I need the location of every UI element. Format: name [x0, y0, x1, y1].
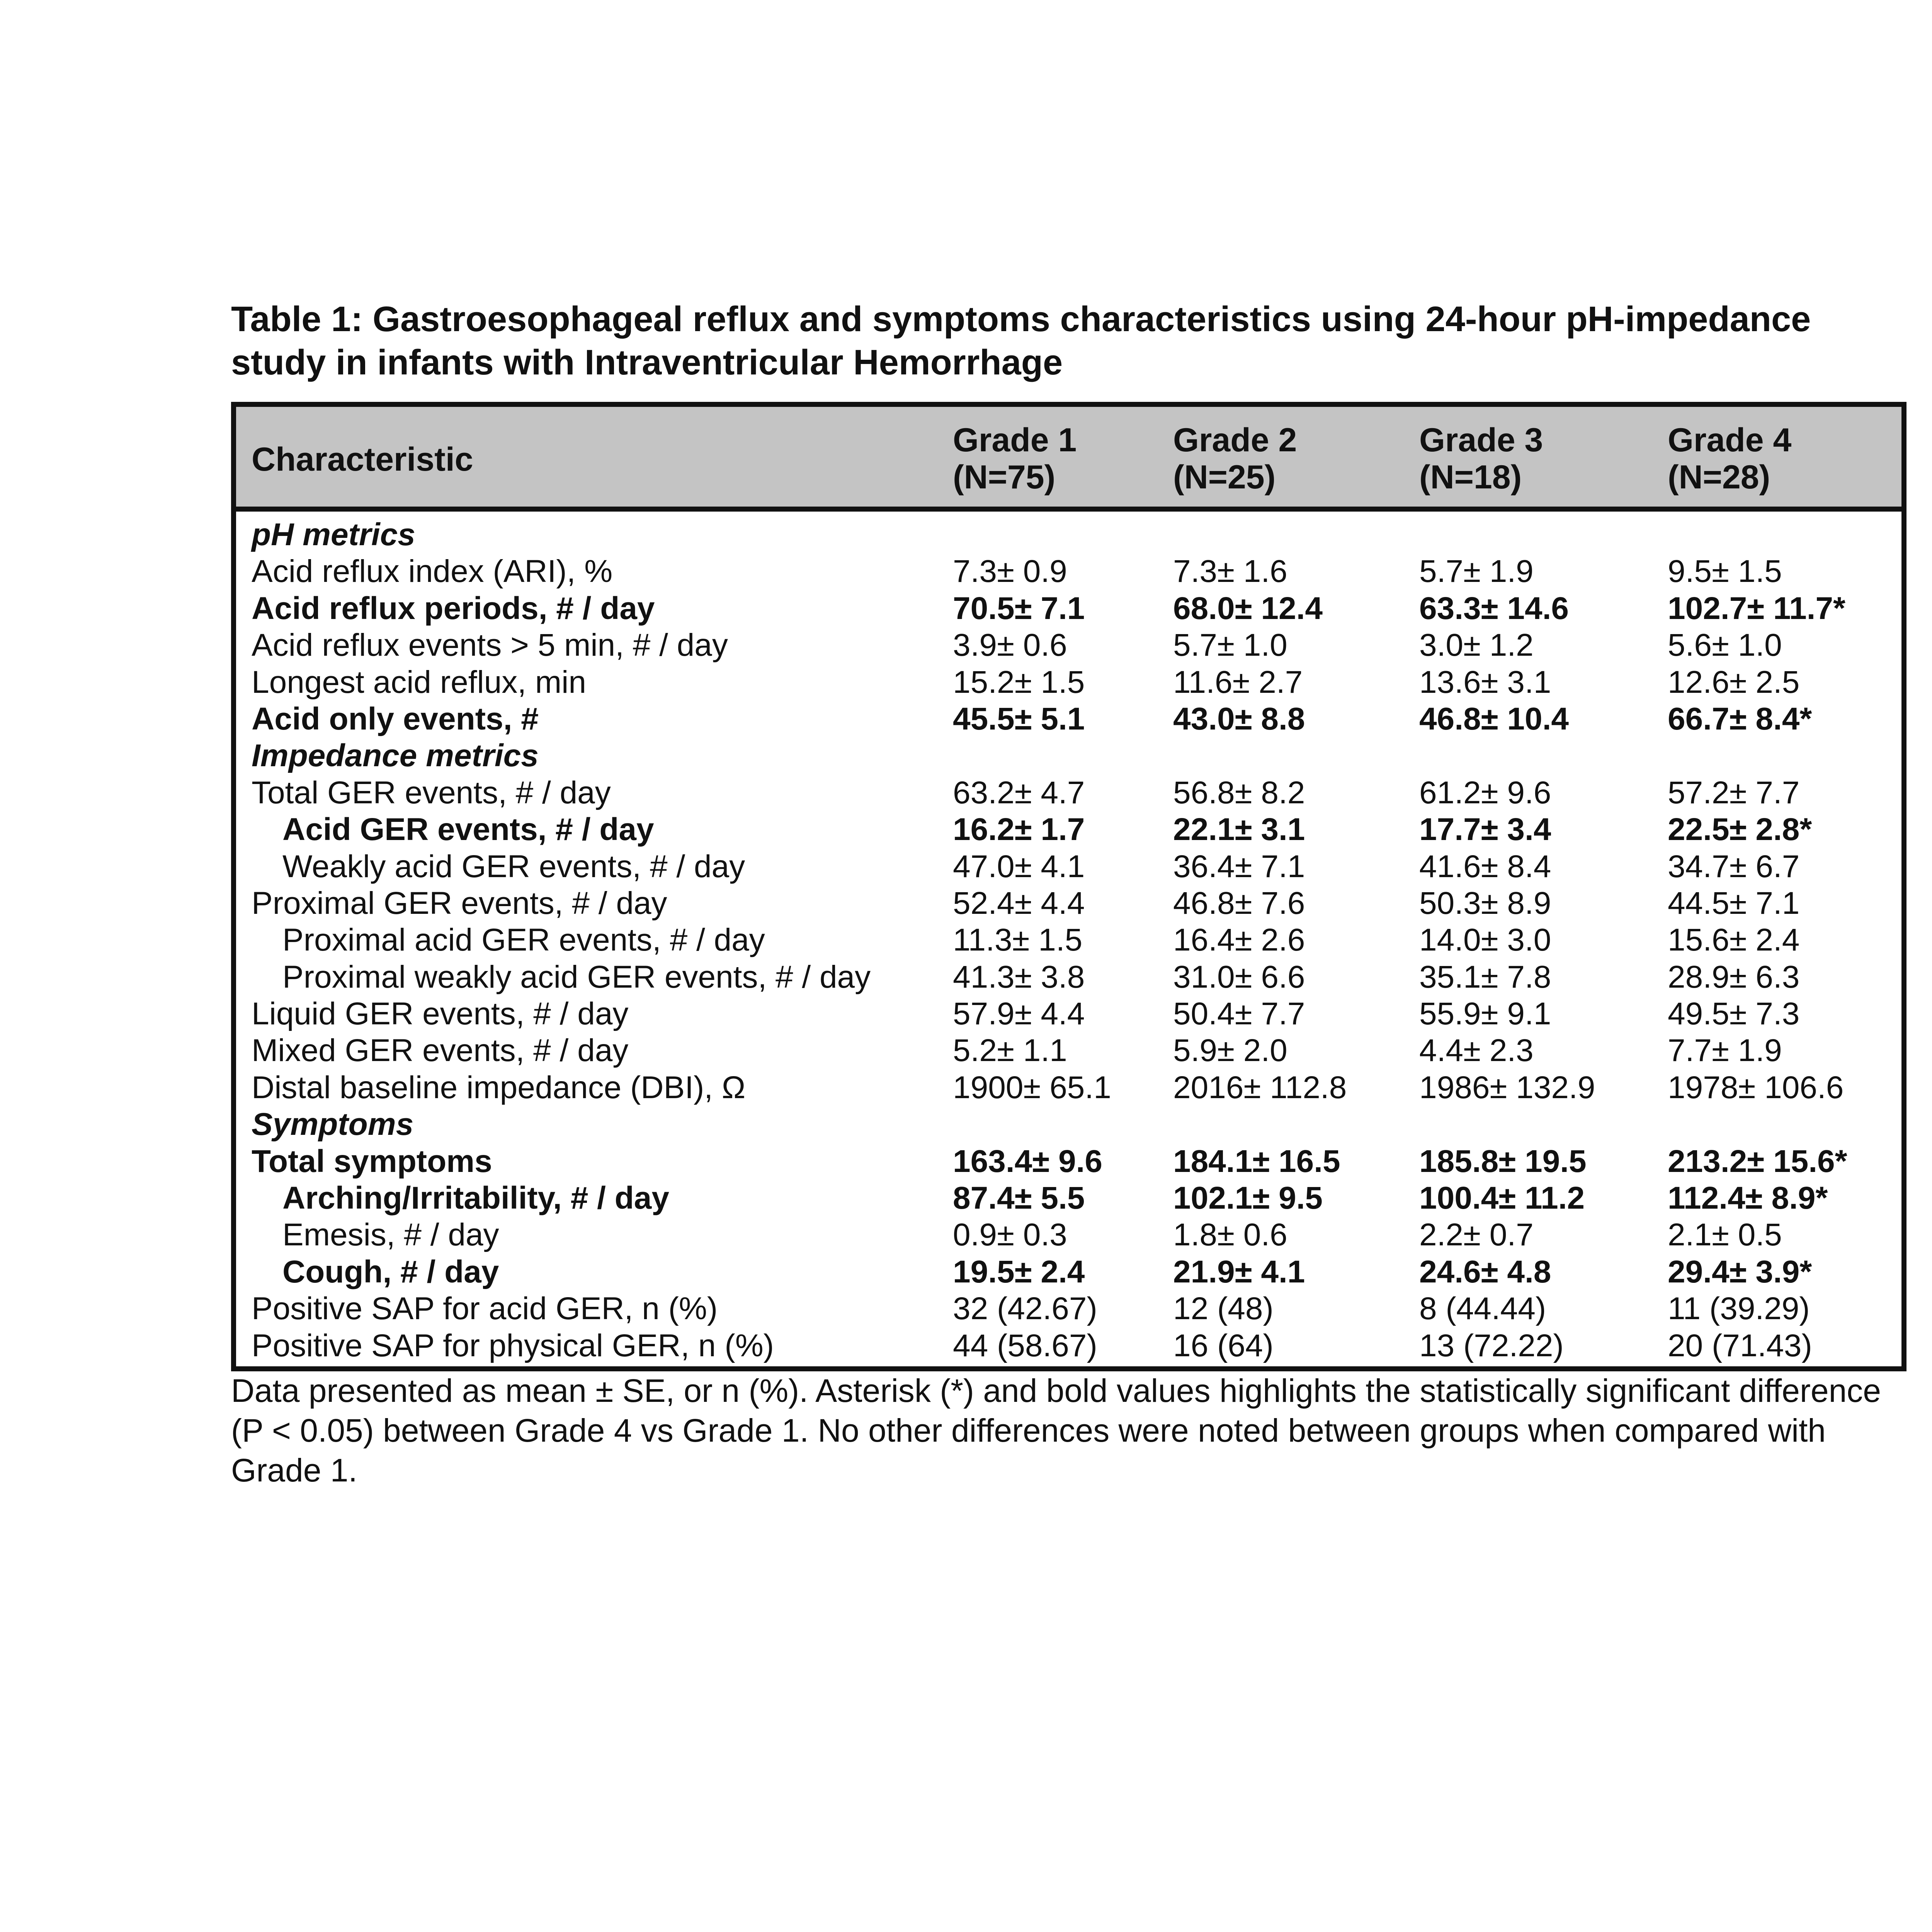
section-label: Symptoms — [252, 1107, 414, 1142]
cell-grade1: 1900± 65.1 — [953, 1070, 1111, 1105]
row-label: Proximal weakly acid GER events, # / day — [282, 959, 871, 995]
row-label: Proximal GER events, # / day — [252, 885, 667, 921]
header-grade3 — [1419, 422, 1543, 496]
cell-grade2: 1.8± 0.6 — [1173, 1217, 1287, 1253]
row-label: Liquid GER events, # / day — [252, 996, 629, 1032]
section-label: pH metrics — [252, 517, 415, 552]
cell-grade3: 13 (72.22) — [1419, 1328, 1564, 1363]
header-grade4-n: (N=28) — [1668, 459, 1770, 496]
row-label: Acid reflux periods, # / day — [252, 590, 655, 626]
cell-grade4: 5.6± 1.0 — [1668, 628, 1782, 663]
table-row — [236, 701, 1901, 737]
row-label: Positive SAP for physical GER, n (%) — [252, 1328, 774, 1363]
row-label: Acid reflux events > 5 min, # / day — [252, 628, 728, 663]
cell-grade3: 24.6± 4.8 — [1419, 1254, 1551, 1289]
cell-grade3: 55.9± 9.1 — [1419, 996, 1551, 1032]
table-row — [236, 1253, 1901, 1290]
cell-grade1: 5.2± 1.1 — [953, 1033, 1067, 1068]
cell-grade1: 7.3± 0.9 — [953, 554, 1067, 589]
table-row — [236, 811, 1901, 848]
row-label: Cough, # / day — [282, 1254, 499, 1289]
cell-grade1: 52.4± 4.4 — [953, 885, 1085, 921]
cell-grade1: 3.9± 0.6 — [953, 628, 1067, 663]
header-grade4-label: Grade 4 — [1668, 422, 1792, 459]
cell-grade1: 19.5± 2.4 — [953, 1254, 1085, 1289]
row-label: Distal baseline impedance (DBI), Ω — [252, 1070, 746, 1105]
cell-grade1: 57.9± 4.4 — [953, 996, 1085, 1032]
table-row — [236, 774, 1901, 811]
table-footnote: Data presented as mean ± SE, or n (%). Asterisk (*) and bold values highlights the statistically significant difference (P < 0.05) between Grade 4 vs Grade 1. No other differences were noted between groups when compared with Grade 1. — [231, 1372, 1881, 1488]
cell-grade3: 8 (44.44) — [1419, 1291, 1546, 1327]
cell-grade1: 16.2± 1.7 — [953, 812, 1085, 847]
cell-grade2: 102.1± 9.5 — [1173, 1180, 1323, 1216]
cell-grade2: 11.6± 2.7 — [1173, 664, 1303, 700]
cell-grade3: 35.1± 7.8 — [1419, 959, 1551, 995]
table-row — [236, 1143, 1901, 1180]
header-grade4 — [1668, 422, 1791, 496]
table-row — [236, 995, 1901, 1032]
cell-grade4: 28.9± 6.3 — [1668, 959, 1800, 995]
table-row — [236, 1290, 1901, 1327]
header-grade3-label: Grade 3 — [1419, 422, 1543, 459]
cell-grade3: 14.0± 3.0 — [1419, 922, 1551, 958]
table-row — [236, 848, 1901, 885]
cell-grade3: 61.2± 9.6 — [1419, 775, 1551, 810]
results-table — [231, 402, 1906, 1371]
cell-grade4: 22.5± 2.8* — [1668, 812, 1812, 847]
table-body — [236, 512, 1901, 1366]
cell-grade3: 1986± 132.9 — [1419, 1070, 1595, 1105]
header-characteristic: Characteristic — [252, 441, 473, 478]
table-row — [236, 922, 1901, 958]
cell-grade1: 163.4± 9.6 — [953, 1143, 1102, 1179]
cell-grade4: 7.7± 1.9 — [1668, 1033, 1782, 1068]
cell-grade2: 5.7± 1.0 — [1173, 628, 1287, 663]
cell-grade4: 112.4± 8.9* — [1668, 1180, 1828, 1216]
table-header — [236, 407, 1901, 512]
cell-grade3: 2.2± 0.7 — [1419, 1217, 1534, 1253]
cell-grade1: 11.3± 1.5 — [953, 922, 1083, 958]
cell-grade4: 1978± 106.6 — [1668, 1070, 1844, 1105]
header-grade2-label: Grade 2 — [1173, 422, 1297, 459]
row-label: Mixed GER events, # / day — [252, 1033, 629, 1068]
cell-grade4: 9.5± 1.5 — [1668, 554, 1782, 589]
cell-grade1: 63.2± 4.7 — [953, 775, 1085, 810]
section-row — [236, 737, 1901, 774]
row-label: Weakly acid GER events, # / day — [282, 849, 745, 884]
table-row — [236, 627, 1901, 663]
cell-grade2: 46.8± 7.6 — [1173, 885, 1305, 921]
cell-grade2: 22.1± 3.1 — [1173, 812, 1305, 847]
cell-grade1: 41.3± 3.8 — [953, 959, 1085, 995]
cell-grade1: 32 (42.67) — [953, 1291, 1097, 1327]
table-row — [236, 1180, 1901, 1216]
row-label: Positive SAP for acid GER, n (%) — [252, 1291, 718, 1327]
cell-grade2: 21.9± 4.1 — [1173, 1254, 1305, 1289]
cell-grade2: 50.4± 7.7 — [1173, 996, 1305, 1032]
row-label: Longest acid reflux, min — [252, 664, 587, 700]
cell-grade4: 49.5± 7.3 — [1668, 996, 1800, 1032]
cell-grade4: 29.4± 3.9* — [1668, 1254, 1812, 1289]
cell-grade3: 46.8± 10.4 — [1419, 701, 1569, 736]
row-label: Acid reflux index (ARI), % — [252, 554, 613, 589]
cell-grade3: 13.6± 3.1 — [1419, 664, 1551, 700]
cell-grade4: 66.7± 8.4* — [1668, 701, 1812, 736]
cell-grade2: 5.9± 2.0 — [1173, 1033, 1287, 1068]
section-row — [236, 516, 1901, 553]
header-grade1 — [953, 422, 1077, 496]
cell-grade4: 20 (71.43) — [1668, 1328, 1812, 1363]
cell-grade3: 50.3± 8.9 — [1419, 885, 1551, 921]
cell-grade1: 87.4± 5.5 — [953, 1180, 1085, 1216]
cell-grade4: 15.6± 2.4 — [1668, 922, 1800, 958]
cell-grade1: 70.5± 7.1 — [953, 590, 1085, 626]
cell-grade1: 47.0± 4.1 — [953, 849, 1085, 884]
cell-grade3: 4.4± 2.3 — [1419, 1033, 1534, 1068]
cell-grade1: 15.2± 1.5 — [953, 664, 1085, 700]
header-grade1-label: Grade 1 — [953, 422, 1077, 459]
table-row — [236, 959, 1901, 995]
cell-grade2: 36.4± 7.1 — [1173, 849, 1305, 884]
cell-grade2: 56.8± 8.2 — [1173, 775, 1305, 810]
row-label: Emesis, # / day — [282, 1217, 499, 1253]
row-label: Acid only events, # — [252, 701, 539, 736]
cell-grade3: 3.0± 1.2 — [1419, 628, 1534, 663]
cell-grade4: 11 (39.29) — [1668, 1291, 1810, 1327]
table-row — [236, 664, 1901, 701]
cell-grade1: 44 (58.67) — [953, 1328, 1097, 1363]
cell-grade4: 2.1± 0.5 — [1668, 1217, 1782, 1253]
cell-grade1: 0.9± 0.3 — [953, 1217, 1067, 1253]
table-row — [236, 885, 1901, 922]
cell-grade2: 16.4± 2.6 — [1173, 922, 1305, 958]
section-label: Impedance metrics — [252, 738, 539, 774]
cell-grade4: 102.7± 11.7* — [1668, 590, 1845, 626]
cell-grade4: 213.2± 15.6* — [1668, 1143, 1847, 1179]
header-grade2-n: (N=25) — [1173, 459, 1276, 496]
row-label: Arching/Irritability, # / day — [282, 1180, 669, 1216]
cell-grade1: 45.5± 5.1 — [953, 701, 1085, 736]
row-label: Acid GER events, # / day — [282, 812, 654, 847]
cell-grade2: 2016± 112.8 — [1173, 1070, 1347, 1105]
section-row — [236, 1106, 1901, 1143]
cell-grade4: 44.5± 7.1 — [1668, 885, 1800, 921]
row-label: Total symptoms — [252, 1143, 492, 1179]
cell-grade2: 68.0± 12.4 — [1173, 590, 1323, 626]
cell-grade3: 100.4± 11.2 — [1419, 1180, 1585, 1216]
cell-grade3: 5.7± 1.9 — [1419, 554, 1534, 589]
cell-grade2: 7.3± 1.6 — [1173, 554, 1287, 589]
cell-grade3: 17.7± 3.4 — [1419, 812, 1551, 847]
table-row — [236, 1069, 1901, 1106]
table-caption: Table 1: Gastroesophageal reflux and symptoms characteristics using 24-hour pH-impedance study in infants with Intraventricular Hemorrhage — [231, 299, 1811, 382]
table-row — [236, 590, 1901, 627]
cell-grade3: 41.6± 8.4 — [1419, 849, 1551, 884]
table-row — [236, 1032, 1901, 1069]
cell-grade2: 12 (48) — [1173, 1291, 1274, 1327]
header-grade2 — [1173, 422, 1297, 496]
row-label: Proximal acid GER events, # / day — [282, 922, 765, 958]
header-grade3-n: (N=18) — [1419, 459, 1522, 496]
cell-grade2: 16 (64) — [1173, 1328, 1274, 1363]
cell-grade3: 63.3± 14.6 — [1419, 590, 1569, 626]
cell-grade2: 31.0± 6.6 — [1173, 959, 1305, 995]
cell-grade3: 185.8± 19.5 — [1419, 1143, 1587, 1179]
cell-grade4: 12.6± 2.5 — [1668, 664, 1800, 700]
row-label: Total GER events, # / day — [252, 775, 611, 810]
header-grade1-n: (N=75) — [953, 459, 1056, 496]
cell-grade2: 43.0± 8.8 — [1173, 701, 1305, 736]
table-row — [236, 1327, 1901, 1364]
cell-grade2: 184.1± 16.5 — [1173, 1143, 1340, 1179]
cell-grade4: 57.2± 7.7 — [1668, 775, 1800, 810]
table-row — [236, 553, 1901, 590]
table-row — [236, 1216, 1901, 1253]
cell-grade4: 34.7± 6.7 — [1668, 849, 1800, 884]
